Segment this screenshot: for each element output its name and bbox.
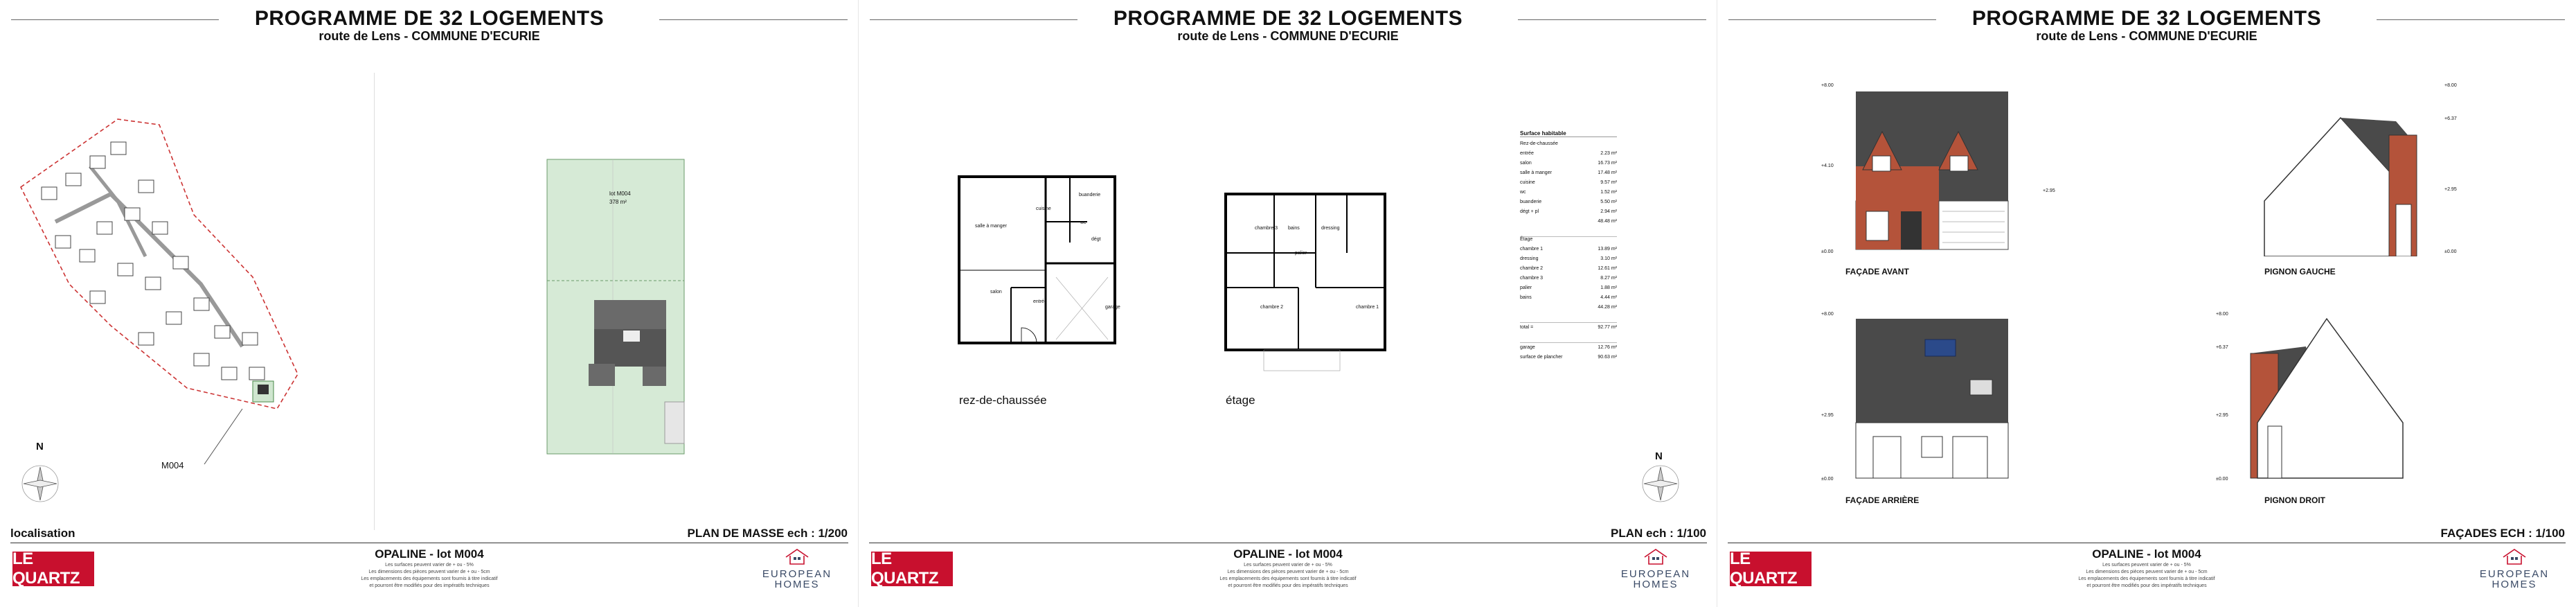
compass-icon xyxy=(1640,463,1681,504)
table-row: chambre 3 8.27 m² xyxy=(1520,276,1617,281)
le-quartz-logo: LE QUARTZ xyxy=(12,552,94,586)
table-row: chambre 1 13.89 m² xyxy=(1520,247,1617,252)
pignon-droit-drawing xyxy=(2230,312,2410,485)
table-row: chambre 2 12.61 m² xyxy=(1520,266,1617,271)
page-subtitle: route de Lens - COMMUNE D'ECURIE xyxy=(1177,29,1399,43)
european-homes-logo: EUROPEAN HOMES xyxy=(1618,547,1694,590)
parcel-label: lot M004 xyxy=(609,191,631,197)
lot-tag: M004 xyxy=(161,460,184,470)
localisation-map xyxy=(14,104,374,464)
page-title: PROGRAMME DE 32 LOGEMENTS xyxy=(1971,7,2322,30)
sheet-plan-de-masse: PROGRAMME DE 32 LOGEMENTS route de Lens - COMMUNE D'ECURIE M004 N lot M004 378 m² localisation PLAN DE MASSE ech : 1/200 OPALINE - lot M004 Les surfaces peuvent varier de + ou - 5% Les dimensions des pièces peuvent varier de + ou - 5cm Les emplacements des équipements sont fournis à titre indicatif et pourront être modifiés pour des impératifs techniques LE QUARTZ EUROPEAN HOMES xyxy=(0,0,859,607)
parcel-area: 378 m² xyxy=(609,199,627,205)
sheet-facades: PROGRAMME DE 32 LOGEMENTS route de Lens - COMMUNE D'ECURIE +8.00 +4.10 +2.95 ±0.00 FAÇADE AVANT +8.00 +6.37 +2.95 ±0.00 PIGNON GAUCHE +8.00 +2.95 ±0.00 FAÇADE ARRIÈRE +8.00 +6.37 +2.95 ±0.00 PIGNON DROIT FAÇADES ECH : 1/100 OPALINE - lot M004 Les surfaces peuvent varier de + ou - 5% Les dimensions des pièces peuvent varier de + ou - 5cm Les emplacements des équipements sont fournis à titre indicatif et pourront être modifiés pour des impératifs techniques LE QUARTZ EUROPEAN HOMES xyxy=(1717,0,2576,607)
north-label: N xyxy=(1655,450,1663,462)
localisation-label: localisation xyxy=(10,527,75,540)
table-row: buanderie 5.50 m² xyxy=(1520,200,1617,204)
table-row: 48.48 m² xyxy=(1598,219,1617,224)
page-subtitle: route de Lens - COMMUNE D'ECURIE xyxy=(319,29,540,43)
table-row: dégt + pl 2.94 m² xyxy=(1520,209,1617,214)
table-row: garage 12.76 m² xyxy=(1520,342,1617,353)
lot-title: OPALINE - lot M004 xyxy=(375,547,484,561)
table-row: palier 1.88 m² xyxy=(1520,285,1617,290)
table-row: entrée 2.23 m² xyxy=(1520,151,1617,156)
etage-floor-plan xyxy=(1222,184,1395,378)
facade-arriere-label: FAÇADE ARRIÈRE xyxy=(1845,495,1920,505)
page-title: PROGRAMME DE 32 LOGEMENTS xyxy=(254,7,605,30)
north-label: N xyxy=(36,441,44,452)
rdc-floor-plan xyxy=(956,173,1122,346)
table-row: cuisine 9.57 m² xyxy=(1520,180,1617,185)
table-row: wc 1.52 m² xyxy=(1520,190,1617,195)
pignon-droit-label: PIGNON DROIT xyxy=(2264,495,2326,505)
table-row: salle à manger 17.48 m² xyxy=(1520,170,1617,175)
facade-avant-drawing xyxy=(1842,83,2036,256)
page-subtitle: route de Lens - COMMUNE D'ECURIE xyxy=(2036,29,2257,43)
lot-title: OPALINE - lot M004 xyxy=(2092,547,2201,561)
rdc-label: rez-de-chaussée xyxy=(959,394,1047,407)
surface-table: Surface habitable Rez-de-chaussée entrée 2.23 m² salon 16.73 m² salle à manger 17.48 m² cuisine 9.57 m² wc 1.52 m² buanderie 5.50 m² dégt + pl 2.94 m² 48.48 m² Étage chambre 1 13.89 m² dressing 3.10 m² chambre 2 12.61 m² chambre 3 8.27 m² palier 1.88 m² bains 4.44 m² 44.28 m² total = 92.77 m² garage 12.76 m² surface de plancher 90.63 m² xyxy=(1520,130,1617,362)
sheet-plans: PROGRAMME DE 32 LOGEMENTS route de Lens - COMMUNE D'ECURIE cuisine buanderie salle à manger dégt wc salon entrée garage rez-de-chaussée chambre 3 bains dressing palier chambre 2 chambre 1 étage Surface habitable Rez-de-chaussée entrée 2.23 m² salon 16.73 m² salle à manger 17.48 m² cuisine 9.57 m² wc 1.52 m² buanderie 5.50 m² dégt + pl 2.94 m² 48.48 m² Étage chambre 1 13.89 m² dressing 3.10 m² chambre 2 12.61 m² chambre 3 8.27 m² palier 1.88 m² bains 4.44 m² 44.28 m² total = 92.77 m² garage 12.76 m² surface de plancher 90.63 m² N PLAN ech : 1/100 OPALINE - lot M004 Les surfaces peuvent varier de + ou - 5% Les dimensions des pièces peuvent varier de + ou - 5cm Les emplacements des équipements sont fournis à titre indicatif et pourront être modifiés pour des impératifs techniques LE QUARTZ EUROPEAN HOMES xyxy=(859,0,1717,607)
facade-arriere-drawing xyxy=(1842,312,2036,485)
lot-title: OPALINE - lot M004 xyxy=(1233,547,1343,561)
house-logo-icon xyxy=(2501,547,2528,565)
le-quartz-logo: LE QUARTZ xyxy=(1730,552,1812,586)
table-row: dressing 3.10 m² xyxy=(1520,256,1617,261)
house-logo-icon xyxy=(783,547,811,565)
table-row: salon 16.73 m² xyxy=(1520,161,1617,166)
pignon-gauche-drawing xyxy=(2257,83,2438,256)
le-quartz-logo: LE QUARTZ xyxy=(871,552,953,586)
table-row: 44.28 m² xyxy=(1598,305,1617,310)
page-title: PROGRAMME DE 32 LOGEMENTS xyxy=(1113,7,1463,30)
plan-masse-scale: PLAN DE MASSE ech : 1/200 xyxy=(687,527,848,540)
table-row: surface de plancher 90.63 m² xyxy=(1520,355,1617,360)
european-homes-logo: EUROPEAN HOMES xyxy=(759,547,835,590)
etage-label: étage xyxy=(1226,394,1255,407)
compass-icon xyxy=(19,463,61,504)
house-logo-icon xyxy=(1642,547,1670,565)
plan-scale: PLAN ech : 1/100 xyxy=(1611,527,1706,540)
facade-avant-label: FAÇADE AVANT xyxy=(1845,267,1909,276)
facades-scale: FAÇADES ECH : 1/100 xyxy=(2440,527,2565,540)
pignon-gauche-label: PIGNON GAUCHE xyxy=(2264,267,2336,276)
table-row: bains 4.44 m² xyxy=(1520,295,1617,300)
european-homes-logo: EUROPEAN HOMES xyxy=(2476,547,2552,590)
table-row: total = 92.77 m² xyxy=(1520,322,1617,333)
